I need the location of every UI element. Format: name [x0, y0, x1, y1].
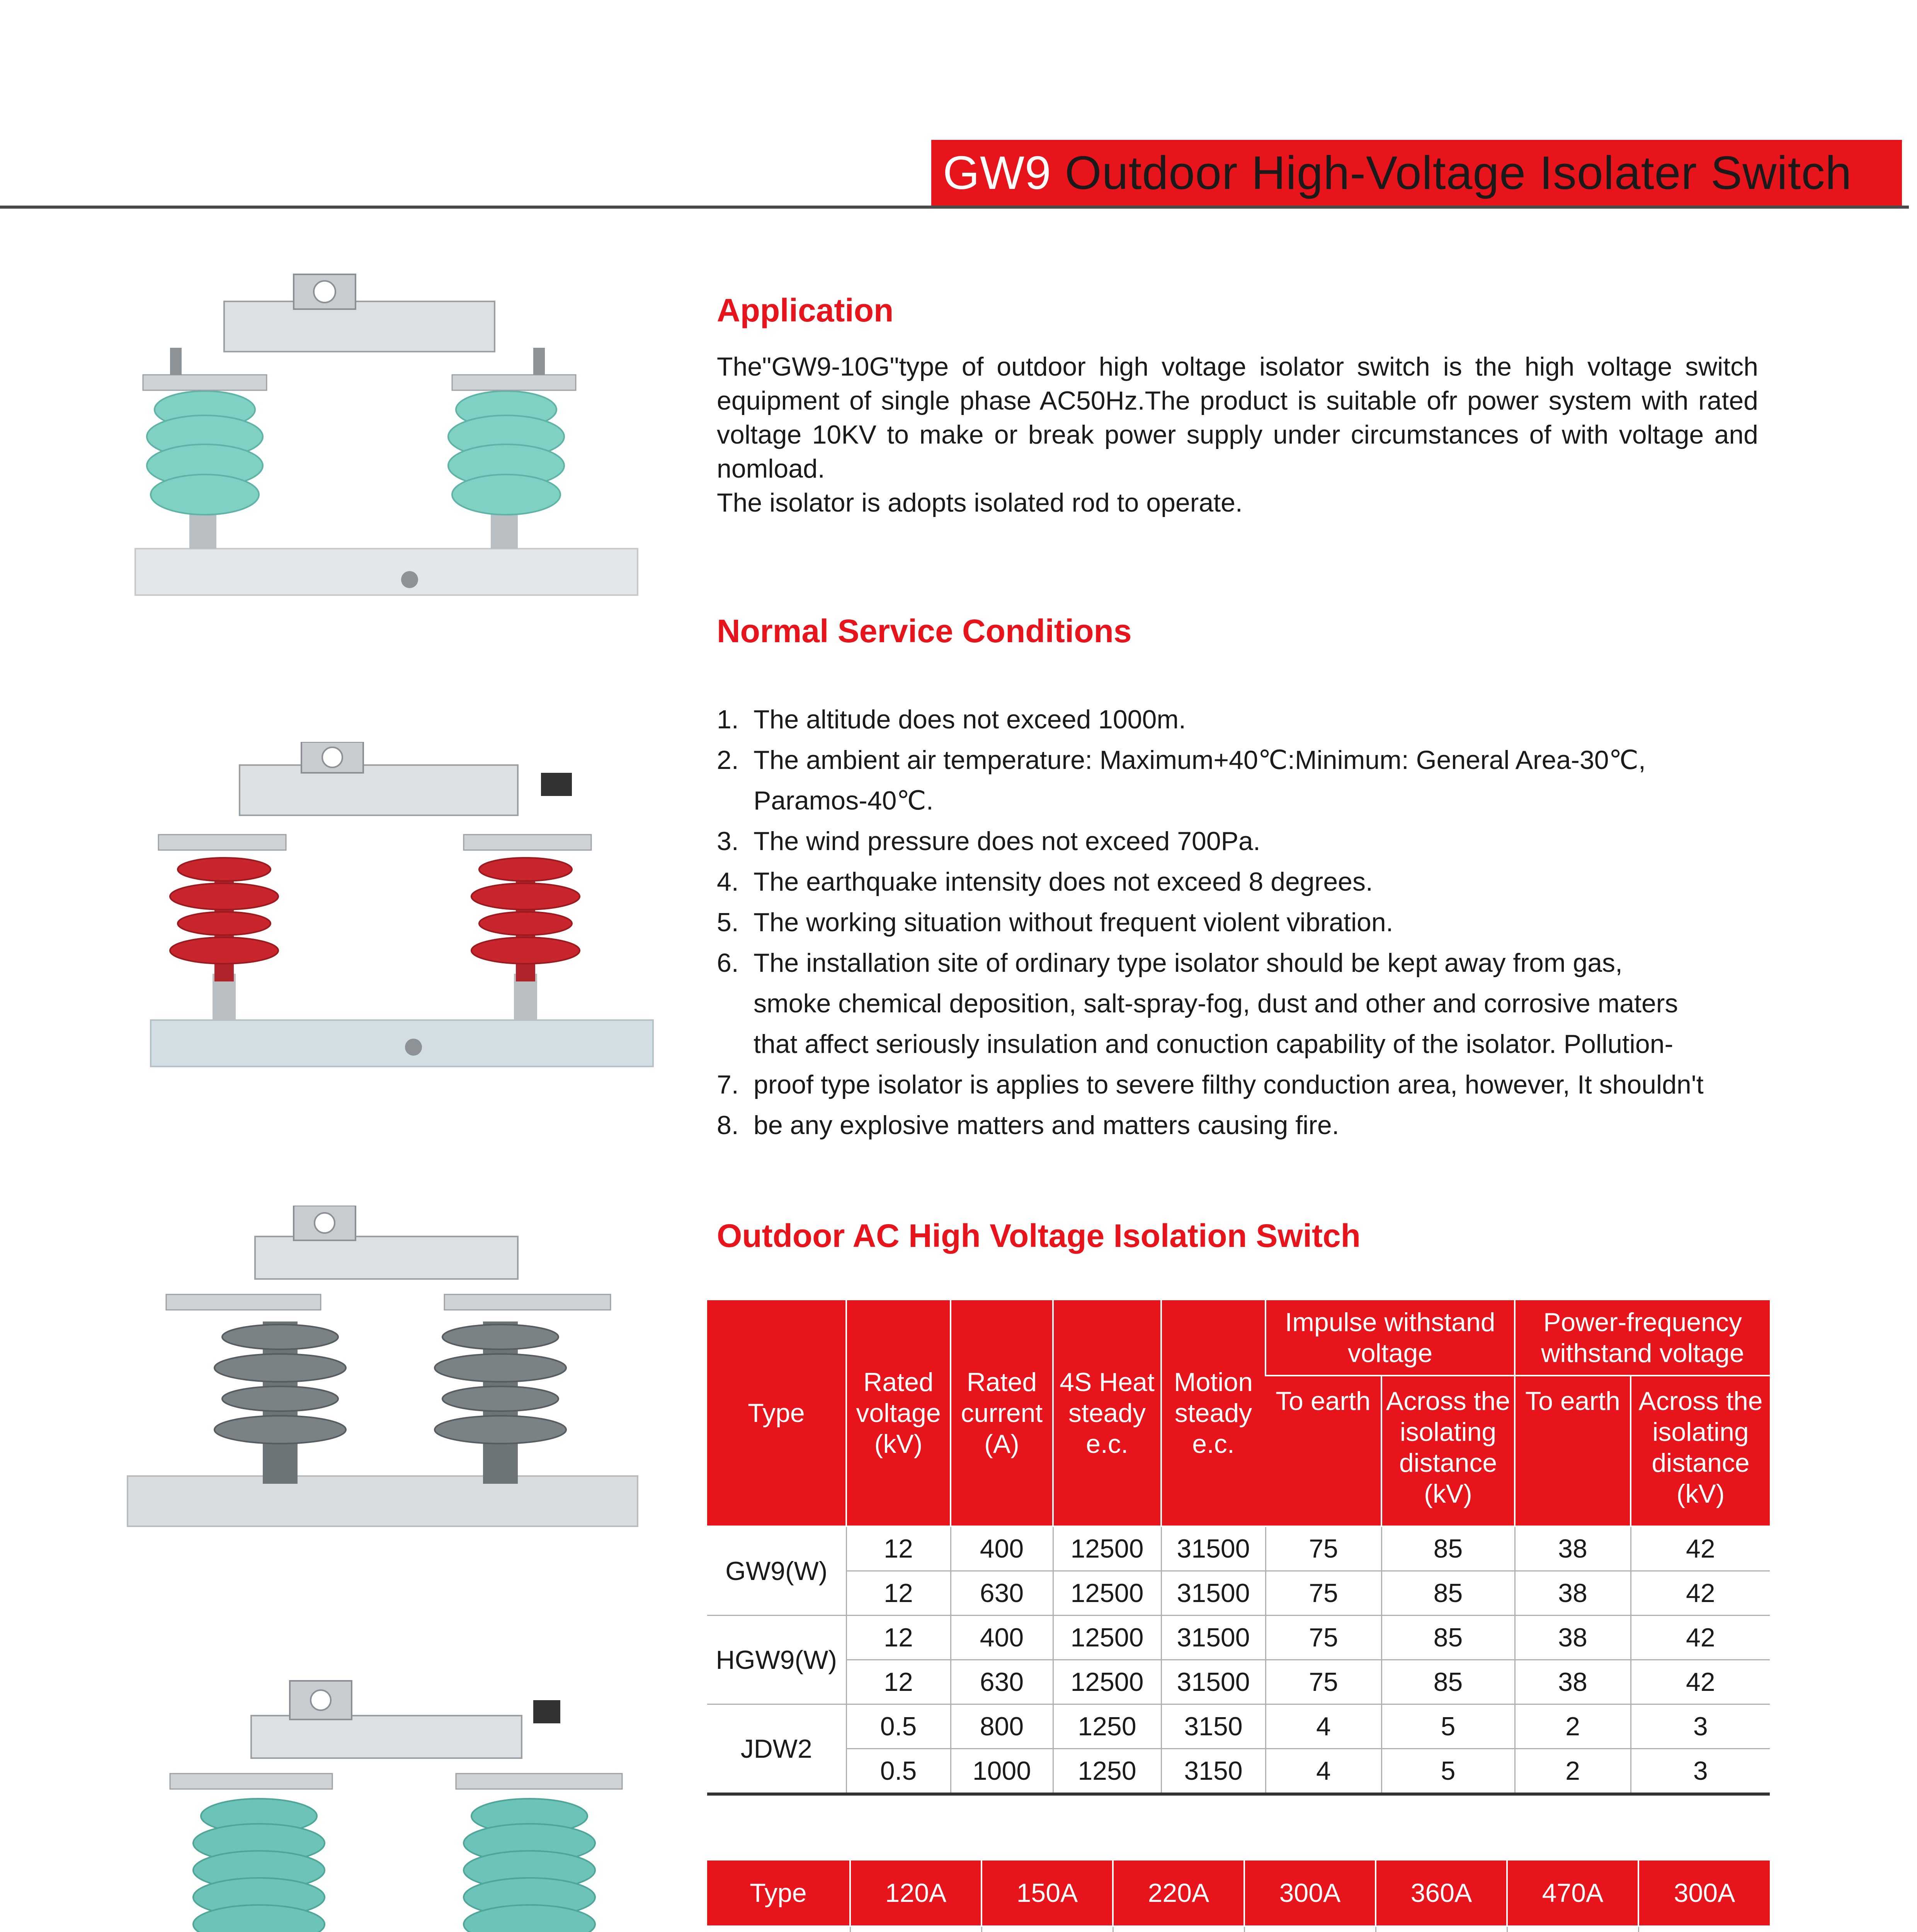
table-row — [707, 1526, 1770, 1571]
col-header-300a-2: 300A — [1638, 1861, 1770, 1926]
table-cell: 38 — [1515, 1571, 1631, 1616]
table-cell — [1113, 1926, 1244, 1932]
list-item — [717, 781, 1799, 821]
list-item-number: 4. — [717, 867, 739, 896]
list-item-text: proof type isolator is applies to severe filthy conduction area, however, It shouldn't — [754, 1070, 1704, 1099]
table-cell: 12500 — [1053, 1616, 1161, 1660]
table-cell: 5 — [1381, 1749, 1515, 1794]
title-rest: Outdoor High-Voltage Isolater Switch — [1051, 146, 1852, 199]
table-cell: 38 — [1515, 1526, 1631, 1571]
col-header-power-frequency: Power-frequency withstand voltage — [1515, 1300, 1770, 1376]
col-header-to-earth: To earth — [1515, 1376, 1631, 1526]
list-item-text: be any explosive matters and matters causing fire. — [754, 1111, 1339, 1140]
table-cell: 4 — [1266, 1704, 1381, 1749]
list-item — [717, 699, 1799, 740]
list-item-number: 8. — [717, 1111, 739, 1140]
list-item-text: smoke chemical deposition, salt-spray-fog, dust and other and corrosive maters — [754, 989, 1678, 1018]
table-cell: 400 — [951, 1526, 1053, 1571]
table-cell: 75 — [1266, 1616, 1381, 1660]
gwr1-table — [707, 1861, 1770, 1932]
col-header-300a: 300A — [1244, 1861, 1376, 1926]
col-header-to-earth: To earth — [1266, 1376, 1381, 1526]
table-cell: 38 — [1515, 1616, 1631, 1660]
table-row — [707, 1571, 1770, 1616]
table-cell: 12 — [846, 1660, 951, 1704]
list-item-number: 2. — [717, 745, 739, 775]
spec-heading: Outdoor AC High Voltage Isolation Switch — [717, 1218, 1361, 1254]
list-item — [717, 740, 1799, 781]
col-header-rated-voltage: Rated voltage (kV) — [846, 1300, 951, 1526]
list-item-number: 6. — [717, 948, 739, 978]
table-cell: 75 — [1266, 1571, 1381, 1616]
col-header-470a: 470A — [1507, 1861, 1638, 1926]
list-item-number: 5. — [717, 908, 739, 937]
list-item — [717, 943, 1799, 983]
title-prefix: GW9 — [943, 146, 1051, 199]
table-cell: 31500 — [1161, 1571, 1266, 1616]
col-header-type: Type — [707, 1300, 846, 1526]
header-divider — [0, 206, 1909, 209]
col-header-across-distance: Across the isolating distance (kV) — [1631, 1376, 1770, 1526]
product-image-red — [147, 742, 680, 1074]
list-item-text: The working situation without frequent violent vibration. — [754, 908, 1393, 937]
table-row — [707, 1704, 1770, 1749]
conditions-list — [717, 699, 1799, 1146]
list-item-number: 1. — [717, 705, 739, 734]
col-header-rated-current: Rated current (A) — [951, 1300, 1053, 1526]
table-cell: 630 — [951, 1660, 1053, 1704]
col-header-360a: 360A — [1376, 1861, 1507, 1926]
list-item — [717, 902, 1799, 943]
application-text — [717, 350, 1758, 520]
table-cell — [1376, 1926, 1507, 1932]
table-cell — [1507, 1926, 1638, 1932]
table-cell: 38 — [1515, 1660, 1631, 1704]
table-cell: 31500 — [1161, 1616, 1266, 1660]
table-cell: 85 — [1381, 1660, 1515, 1704]
table-cell: 630 — [951, 1571, 1053, 1616]
product-image-teal-2 — [162, 1662, 649, 1932]
list-item — [717, 1024, 1799, 1065]
list-item-text: The installation site of ordinary type isolator should be kept away from gas, — [754, 948, 1623, 978]
col-header-impulse: Impulse withstand voltage — [1266, 1300, 1515, 1376]
col-header-type: Type — [707, 1861, 850, 1926]
table-row — [707, 1660, 1770, 1704]
table-row — [707, 1926, 1770, 1932]
table-cell: 3150 — [1161, 1704, 1266, 1749]
col-header-120a: 120A — [850, 1861, 981, 1926]
table-cell: 0.5 — [846, 1704, 951, 1749]
list-item-text: The altitude does not exceed 1000m. — [754, 705, 1186, 734]
table-row — [707, 1749, 1770, 1794]
conditions-heading: Normal Service Conditions — [717, 613, 1132, 649]
list-item-text: Paramos-40℃. — [754, 786, 934, 815]
list-item-text: The ambient air temperature: Maximum+40℃:Minimum: General Area-30℃, — [754, 745, 1646, 775]
list-item-number: 7. — [717, 1070, 739, 1099]
list-item-number — [717, 781, 754, 821]
table-cell: 75 — [1266, 1660, 1381, 1704]
table-cell: 0.5 — [846, 1749, 951, 1794]
list-item-number — [717, 983, 754, 1024]
table-cell: 42 — [1631, 1526, 1770, 1571]
table-cell: 31500 — [1161, 1526, 1266, 1571]
list-item — [717, 821, 1799, 862]
table-cell: 3150 — [1161, 1749, 1266, 1794]
table-cell: 12 — [846, 1571, 951, 1616]
table-cell: 12 — [846, 1616, 951, 1660]
page-title — [943, 141, 1852, 205]
table-cell: 1250 — [1053, 1704, 1161, 1749]
table-cell: 31500 — [1161, 1660, 1266, 1704]
list-item — [717, 862, 1799, 902]
application-heading: Application — [717, 292, 894, 328]
list-item-number: 3. — [717, 827, 739, 856]
table-cell: 5 — [1381, 1704, 1515, 1749]
type-cell: GW9(W) — [707, 1526, 846, 1616]
table-cell: 12500 — [1053, 1526, 1161, 1571]
col-header-motion-steady: Motion steady e.c. — [1161, 1300, 1266, 1526]
col-header-heat-steady: 4S Heat steady e.c. — [1053, 1300, 1161, 1526]
table-row — [707, 1616, 1770, 1660]
table-cell: 85 — [1381, 1571, 1515, 1616]
table-cell: 2 — [1515, 1749, 1631, 1794]
product-image-gray — [124, 1206, 657, 1538]
table-cell: 3 — [1631, 1749, 1770, 1794]
type-cell — [707, 1926, 850, 1932]
table-cell: 42 — [1631, 1660, 1770, 1704]
table-cell: 75 — [1266, 1526, 1381, 1571]
table-cell: 42 — [1631, 1571, 1770, 1616]
table-cell: 400 — [951, 1616, 1053, 1660]
table-cell — [981, 1926, 1113, 1932]
table-cell: 12500 — [1053, 1660, 1161, 1704]
list-item-text: The earthquake intensity does not exceed 8 degrees. — [754, 867, 1373, 896]
type-cell: HGW9(W) — [707, 1616, 846, 1704]
table-cell — [1638, 1926, 1770, 1932]
col-header-220a: 220A — [1113, 1861, 1244, 1926]
list-item-number — [717, 1024, 754, 1065]
table-cell — [850, 1926, 981, 1932]
table-cell — [1244, 1926, 1376, 1932]
list-item — [717, 983, 1799, 1024]
table-cell: 2 — [1515, 1704, 1631, 1749]
table-cell: 4 — [1266, 1749, 1381, 1794]
type-cell: JDW2 — [707, 1704, 846, 1794]
application-paragraph-1: The"GW9-10G"type of outdoor high voltage isolator switch is the high voltage switch equipment of single phase AC50Hz.The product is suitable ofr power system with rated voltage 10KV to make or break power supply under circumstances of with voltage and nomload. — [717, 352, 1758, 483]
table-cell: 85 — [1381, 1526, 1515, 1571]
list-item — [717, 1065, 1799, 1105]
col-header-across-distance: Across the isolating distance (kV) — [1381, 1376, 1515, 1526]
table-cell: 1250 — [1053, 1749, 1161, 1794]
list-item-text: The wind pressure does not exceed 700Pa. — [754, 827, 1260, 856]
list-item-text: that affect seriously insulation and conuction capability of the isolator. Pollution- — [754, 1029, 1674, 1059]
application-paragraph-2: The isolator is adopts isolated rod to operate. — [717, 488, 1243, 517]
spec-table — [707, 1300, 1770, 1796]
table-cell: 12 — [846, 1526, 951, 1571]
table-cell: 42 — [1631, 1616, 1770, 1660]
table-cell: 85 — [1381, 1616, 1515, 1660]
table-cell: 1000 — [951, 1749, 1053, 1794]
product-image-teal — [131, 270, 665, 603]
list-item — [717, 1105, 1799, 1146]
table-cell: 12500 — [1053, 1571, 1161, 1616]
table-cell: 800 — [951, 1704, 1053, 1749]
col-header-150a: 150A — [981, 1861, 1113, 1926]
table-cell: 3 — [1631, 1704, 1770, 1749]
